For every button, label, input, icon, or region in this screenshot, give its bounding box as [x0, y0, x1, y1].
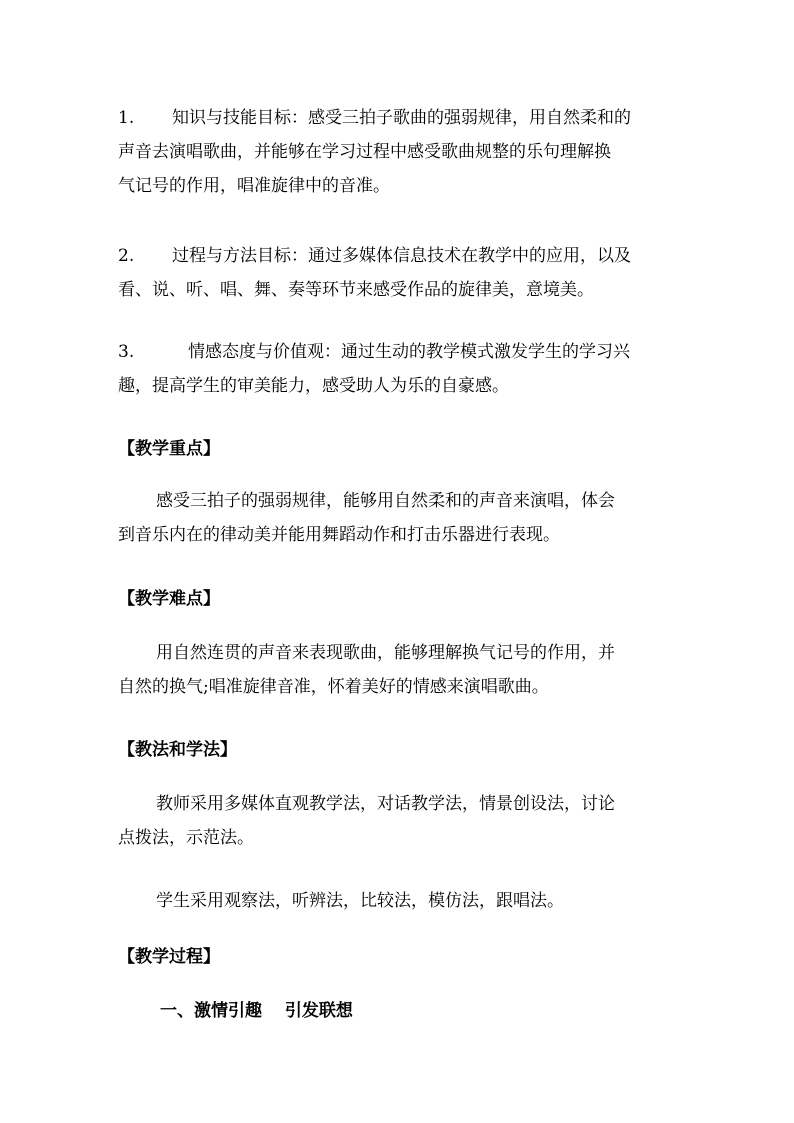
process-heading: 【教学过程】	[118, 947, 220, 967]
objective-3-line-2: 趣，提高学生的审美能力，感受助人为乐的自豪感。	[118, 376, 509, 396]
objective-1-line-2: 声音去演唱歌曲，并能够在学习过程中感受歌曲规整的乐句理解换	[118, 142, 611, 162]
process-step-one: 一、激情引趣 引发联想	[160, 1001, 353, 1021]
objective-1-line-1: 1. 知识与技能目标：感受三拍子歌曲的强弱规律，用自然柔和的	[118, 101, 688, 135]
key-points-line-1: 感受三拍子的强弱规律，能够用自然柔和的声音来演唱，体会	[156, 491, 615, 511]
objective-3	[118, 335, 688, 403]
key-points-line-2: 到音乐内在的律动美并能用舞蹈动作和打击乐器进行表现。	[118, 525, 560, 545]
objective-1-number: 1.	[118, 108, 135, 128]
objective-1	[118, 101, 688, 203]
difficulties-line-1: 用自然连贯的声音来表现歌曲，能够理解换气记号的作用，并	[156, 643, 615, 663]
methods-student-body	[118, 884, 688, 918]
objective-3-number: 3.	[118, 342, 135, 362]
key-points-heading: 【教学重点】	[118, 439, 220, 459]
objective-2-number: 2.	[118, 246, 135, 266]
methods-heading: 【教法和学法】	[118, 740, 237, 760]
objective-2-line-2: 看、说、听、唱、舞、奏等环节来感受作品的旋律美，意境美。	[118, 280, 594, 300]
difficulties-line-2: 自然的换气;唱准旋律音准，怀着美好的情感来演唱歌曲。	[118, 677, 549, 697]
methods-teacher-body	[118, 787, 688, 855]
methods-teacher-line-1: 教师采用多媒体直观教学法，对话教学法，情景创设法，讨论	[156, 794, 615, 814]
objective-2	[118, 239, 688, 307]
methods-teacher-line-2: 点拨法，示范法。	[118, 828, 254, 848]
objective-3-line-1: 3. 情感态度与价值观：通过生动的教学模式激发学生的学习兴	[118, 335, 688, 369]
objective-2-line-1: 2. 过程与方法目标：通过多媒体信息技术在教学中的应用，以及	[118, 239, 688, 273]
objective-1-line-3: 气记号的作用，唱准旋律中的音准。	[118, 176, 390, 196]
difficulties-heading: 【教学难点】	[118, 589, 220, 609]
key-points-body	[118, 484, 688, 552]
methods-student-line: 学生采用观察法，听辨法，比较法，模仿法，跟唱法。	[156, 891, 564, 911]
difficulties-body	[118, 636, 688, 704]
